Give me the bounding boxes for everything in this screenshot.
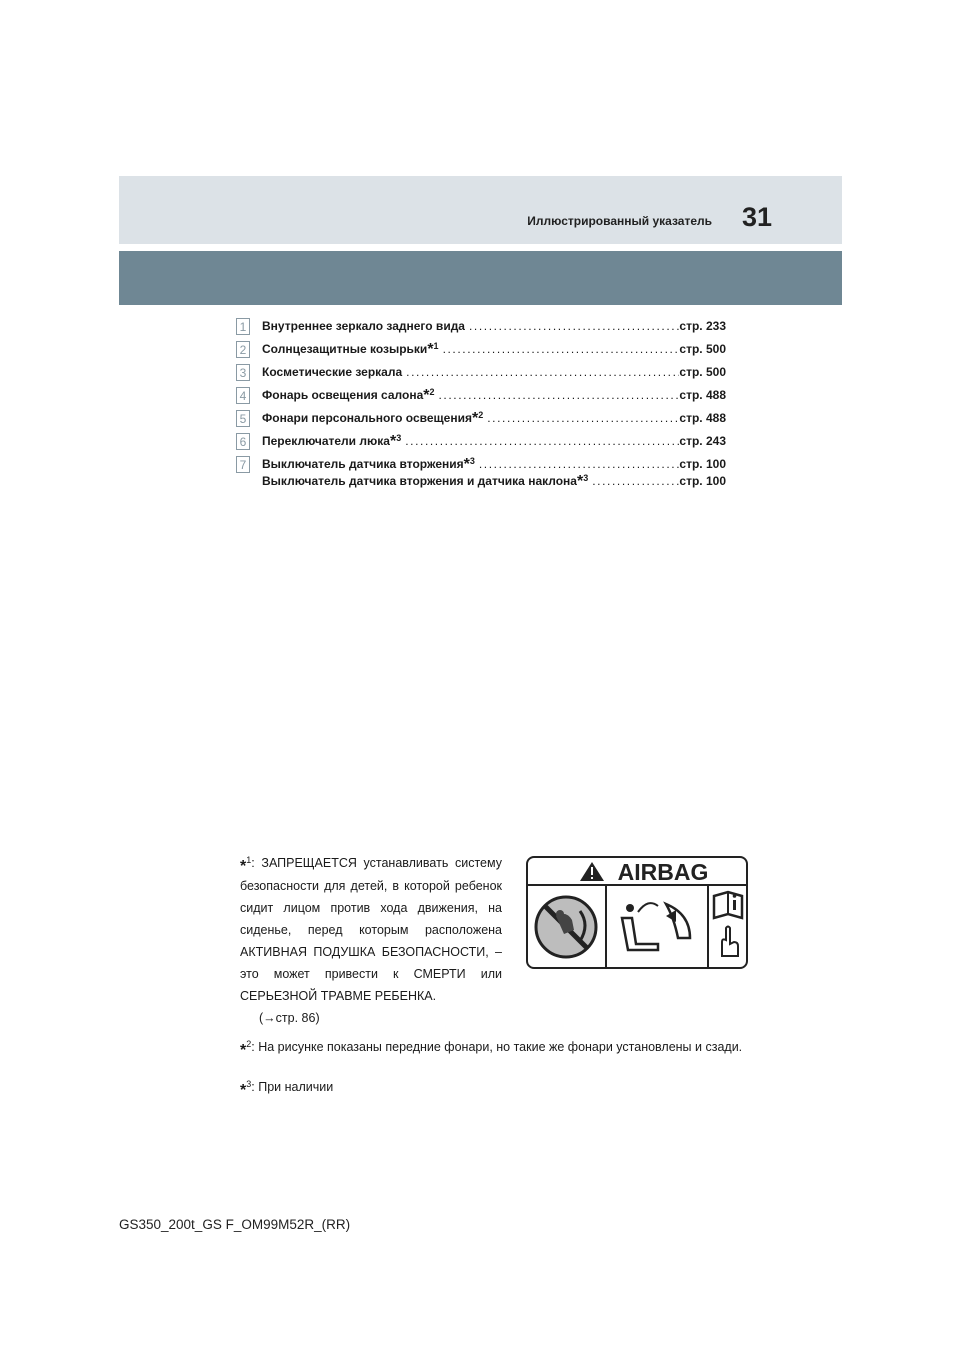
item-label-row: Переключатели люка * $^3$ ..... стр. 243: [262, 434, 726, 448]
footnote-3-mark: 3: [246, 1079, 252, 1089]
footnote-1-ref[interactable]: (→стр. 86): [259, 1011, 320, 1025]
item-label: Косметические зеркала: [262, 365, 403, 379]
airbag-warning-label: [526, 856, 748, 969]
page-reference[interactable]: стр. 488: [679, 411, 726, 425]
item-label-row: Солнцезащитные козырьки * $^1$ ..... стр. 500: [262, 342, 726, 356]
footnote-star: *: [240, 858, 247, 875]
item-list: [236, 316, 726, 494]
section-title: Иллюстрированный указатель: [527, 214, 712, 228]
footnote-1-text: ЗАПРЕЩАЕТСЯ устанавливать систему безопасности для детей, в которой ребенок сидит лицом против хода движения, на сиденье, перед которым расположена АКТИВНАЯ ПОДУШКА БЕЗОПАСНОСТИ, – это может привести к СМЕРТИ или СЕРЬЕЗНОЙ ТРАВМЕ РЕБЕНКА.: [240, 856, 502, 1003]
callout-number: 5: [236, 410, 250, 427]
footnote-2-mark: 2: [246, 1039, 252, 1049]
callout-number: 4: [236, 387, 250, 404]
footnote-1: *$^1$: ЗАПРЕЩАЕТСЯ устанавливать систему безопасности для детей, в которой ребенок сидит лицом против хода движения, на сиденье, перед которым расположена АКТИВНАЯ ПОДУШКА БЕЗОПАСНОСТИ, – это может привести к СМЕРТИ или СЕРЬЕЗНОЙ ТРАВМЕ РЕБЕНКА. (→стр. 86): [240, 852, 502, 1029]
leader-dots: [435, 388, 680, 402]
item-label-row: Фонари персонального освещения * $^2$ ..... стр. 488: [262, 411, 726, 425]
leader-dots: [588, 474, 679, 488]
page-reference[interactable]: стр. 100: [679, 474, 726, 488]
page-number: 31: [741, 202, 772, 232]
page-reference[interactable]: стр. 100: [679, 457, 726, 471]
item-label: Выключатель датчика вторжения и датчика наклона: [262, 474, 577, 488]
list-item[interactable]: [236, 339, 726, 362]
page-reference[interactable]: стр. 500: [679, 365, 726, 379]
leader-dots: [465, 319, 679, 333]
list-item[interactable]: [236, 408, 726, 431]
airbag-title: AIRBAG: [617, 859, 709, 885]
leader-dots: [402, 365, 679, 379]
footnote-1-mark: 1: [246, 855, 252, 865]
item-label: Фонарь освещения салона: [262, 388, 424, 402]
callout-number: 6: [236, 433, 250, 450]
item-label-row: Выключатель датчика вторжения и датчика наклона * $^3$ ..... стр. 100: [262, 474, 726, 488]
callout-number: 3: [236, 364, 250, 381]
item-label-row: [262, 365, 726, 379]
item-label-row: [262, 319, 726, 333]
callout-number: 7: [236, 456, 250, 473]
footnote-star: *: [240, 1042, 247, 1059]
page-reference[interactable]: стр. 500: [679, 342, 726, 356]
footnote-3: *$^3$: При наличии: [240, 1079, 334, 1099]
page-reference[interactable]: стр. 243: [679, 434, 726, 448]
header-bar: [119, 251, 842, 305]
list-item[interactable]: [236, 385, 726, 408]
footnote-2-text: На рисунке показаны передние фонари, но такие же фонари установлены и сзади.: [258, 1040, 743, 1054]
page-reference[interactable]: стр. 488: [679, 388, 726, 402]
page-reference[interactable]: стр. 233: [679, 319, 726, 333]
item-label: Внутреннее зеркало заднего вида: [262, 319, 465, 333]
item-label: Выключатель датчика вторжения: [262, 457, 464, 471]
no-rear-facing-seat-icon: [536, 897, 596, 957]
leader-dots: [401, 434, 679, 448]
list-item[interactable]: [236, 471, 726, 494]
footnote-2: *$^2$: На рисунке показаны передние фонари, но такие же фонари установлены и сзади.: [240, 1039, 743, 1059]
item-label-row: Фонарь освещения салона * $^2$ ..... стр. 488: [262, 388, 726, 402]
callout-number: 1: [236, 318, 250, 335]
header-band: [119, 176, 842, 244]
list-item[interactable]: [236, 431, 726, 454]
item-label: Солнцезащитные козырьки: [262, 342, 428, 356]
callout-number: 2: [236, 341, 250, 358]
footnote-3-text: При наличии: [258, 1080, 334, 1094]
leader-dots: [483, 411, 679, 425]
item-label-row: Выключатель датчика вторжения * $^3$ ..... стр. 100: [262, 457, 726, 471]
footnote-star: *: [240, 1082, 247, 1099]
leader-dots: [439, 342, 680, 356]
item-label: Фонари персонального освещения: [262, 411, 472, 425]
list-item[interactable]: [236, 362, 726, 385]
doc-code: GS350_200t_GS F_OM99M52R_(RR): [119, 1217, 351, 1232]
leader-dots: [475, 457, 680, 471]
list-item[interactable]: [236, 316, 726, 339]
item-label: Переключатели люка: [262, 434, 390, 448]
